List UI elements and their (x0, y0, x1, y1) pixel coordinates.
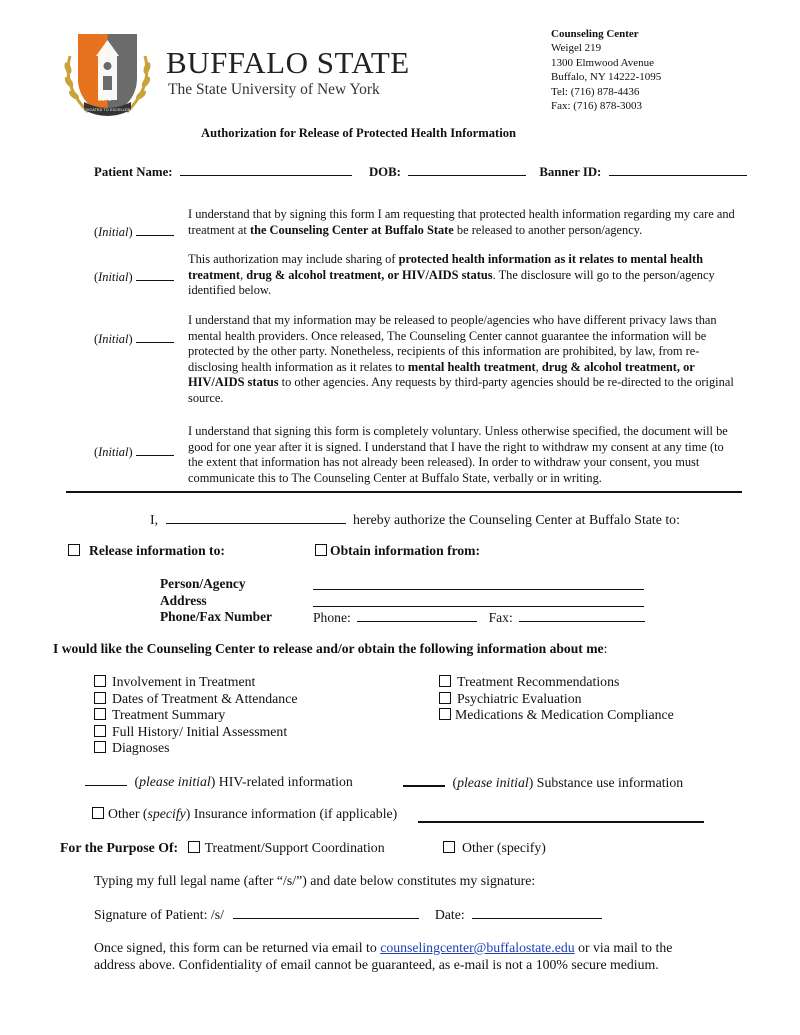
signature-label: Signature of Patient: /s/ (94, 907, 224, 922)
release-heading: I would like the Counseling Center to release and/or obtain the following information about me: (53, 641, 608, 656)
insurance-specify-field[interactable] (418, 821, 704, 823)
brand-tagline: The State University of New York (168, 81, 380, 98)
info-item-diagnoses[interactable]: Diagnoses (94, 740, 297, 757)
initial-word: Initial (98, 270, 129, 284)
phone-fax-row (313, 609, 645, 626)
initial-field-3[interactable]: (Initial) (94, 330, 174, 347)
person-agency-field[interactable] (313, 589, 644, 590)
seal-logo (60, 26, 155, 121)
info-item-medications[interactable]: Medications & Medication Compliance (439, 707, 674, 724)
info-item-history[interactable]: Full History/ Initial Assessment (94, 724, 297, 741)
purpose-other-checkbox[interactable] (443, 841, 455, 853)
substance-label: Substance use information (536, 775, 684, 790)
person-agency-label: Person/Agency (160, 576, 246, 591)
address-field[interactable] (313, 606, 644, 607)
date-label: Date: (434, 907, 465, 922)
initial-word: Initial (98, 332, 129, 346)
info-item-summary[interactable]: Treatment Summary (94, 707, 297, 724)
patient-authorize-name-field[interactable] (166, 511, 346, 524)
dob-field[interactable] (408, 163, 526, 176)
hiv-initial-field[interactable] (85, 773, 127, 786)
consent-paragraph-4: I understand that signing this form is completely voluntary. Unless otherwise specified, the document will be good for one year after it is signed. I understand that I have the right to withdraw my consent at any time (to the extent that information has not already been released). In order to withdraw your consent, you must communicate this to The Counseling Center at Buffalo State, verbally or in writing. (188, 424, 728, 485)
consent-paragraph-1: I understand that by signing this form I am requesting that protected health information regarding my care and treatment at the Counseling Center at Buffalo State be released to another person/agency. (188, 207, 735, 237)
initial-field-4[interactable]: (Initial) (94, 443, 174, 460)
fax-field[interactable] (519, 609, 645, 622)
release-label: Release information to: (89, 543, 225, 558)
authorize-line (150, 511, 680, 528)
release-checkbox[interactable] (68, 544, 80, 556)
purpose-treatment-label: Treatment/Support Coordination (204, 840, 385, 855)
patient-name-label: Patient Name: (94, 165, 173, 179)
signature-field[interactable] (233, 906, 419, 919)
obtain-option[interactable] (315, 543, 480, 559)
form-title: Authorization for Release of Protected Health Information (201, 126, 517, 140)
obtain-label: Obtain information from: (330, 543, 481, 558)
contact-org: Counseling Center (551, 28, 639, 40)
seal-motto: DEDICATED TO EXCELLENCE (80, 108, 136, 112)
info-item-recommendations[interactable]: Treatment Recommendations (439, 674, 674, 691)
info-left-list (94, 674, 297, 757)
typing-note: Typing my full legal name (after “/s/”) and date below constitutes my signature: (94, 873, 536, 888)
banner-id-field[interactable] (609, 163, 747, 176)
hiv-initial-row: (please initial) HIV-related information (85, 773, 353, 790)
seal-year: 1871 (98, 97, 112, 103)
contact-fax: Fax: (716) 878-3003 (551, 100, 643, 113)
date-field[interactable] (472, 906, 602, 919)
contact-building: Weigel 219 (551, 42, 602, 55)
purpose-other-row (443, 840, 546, 856)
purpose-row (60, 840, 385, 856)
insurance-label: Insurance information (if applicable) (193, 806, 398, 821)
obtain-checkbox[interactable] (315, 544, 327, 556)
fax-label: Fax: (488, 610, 513, 625)
banner-id-label: Banner ID: (539, 165, 602, 179)
hiv-label: HIV-related information (218, 774, 353, 789)
contact-tel: Tel: (716) 878-4436 (551, 85, 640, 98)
initial-word: Initial (98, 445, 129, 459)
authorize-suffix: hereby authorize the Counseling Center at Buffalo State to: (352, 512, 680, 527)
substance-initial-field[interactable] (403, 773, 445, 787)
patient-info-row (94, 163, 747, 180)
purpose-label: For the Purpose Of: (60, 840, 179, 855)
release-option[interactable] (68, 543, 225, 559)
recipient-labels (160, 576, 272, 626)
insurance-row: Other (specify) Insurance information (if applicable) (92, 806, 397, 822)
purpose-other-label: Other (specify) (462, 840, 546, 855)
patient-name-field[interactable] (180, 163, 352, 176)
dob-label: DOB: (368, 165, 401, 179)
authorize-prefix: I, (150, 512, 159, 527)
return-note: Once signed, this form can be returned via email to counselingcenter@buffalostate.edu or via mail to the address above. Confidentiality of email cannot be guaranteed, as e-mail is not a 100% secure medium. (94, 940, 673, 972)
address-label: Address (160, 592, 207, 608)
contact-city: Buffalo, NY 14222-1095 (551, 71, 662, 84)
info-item-dates[interactable]: Dates of Treatment & Attendance (94, 691, 297, 708)
initial-field-1[interactable]: (Initial) (94, 223, 174, 240)
brand-name: BUFFALO STATE (166, 45, 410, 80)
contact-block (551, 27, 661, 113)
signature-row (94, 906, 602, 923)
insurance-checkbox[interactable] (92, 807, 104, 819)
return-email-link[interactable]: counselingcenter@buffalostate.edu (380, 940, 575, 955)
phone-field[interactable] (357, 609, 477, 622)
phone-fax-label: Phone/Fax Number (160, 609, 272, 625)
substance-initial-row: (please initial) Substance use information (403, 773, 683, 791)
purpose-treatment-checkbox[interactable] (188, 841, 200, 853)
phone-label: Phone: (313, 610, 351, 625)
info-item-involvement[interactable]: Involvement in Treatment (94, 674, 297, 691)
section-divider (66, 491, 742, 493)
consent-paragraph-2: This authorization may include sharing of protected health information as it relates to mental health treatment, drug & alcohol treatment, or HIV/AIDS status. The disclosure will go to the person/agency identified below. (188, 252, 715, 298)
info-right-list (439, 674, 674, 724)
consent-paragraph-3: I understand that my information may be released to people/agencies who have different privacy laws than mental health providers. Once released, The Counseling Center cannot guarantee the information will be protected by the other party. Nonetheless, recipients of this information are prohibited, by law, from re-disclosing health information as it relates to mental health treatment, drug & alcohol treatment, or HIV/AIDS status to other agencies. Any requests by third-party agencies should be re-directed to the original source. (188, 313, 734, 405)
initial-field-2[interactable]: (Initial) (94, 268, 174, 285)
contact-street: 1300 Elmwood Avenue (551, 56, 655, 69)
info-item-psychiatric[interactable]: Psychiatric Evaluation (439, 691, 674, 708)
initial-word: Initial (98, 225, 129, 239)
